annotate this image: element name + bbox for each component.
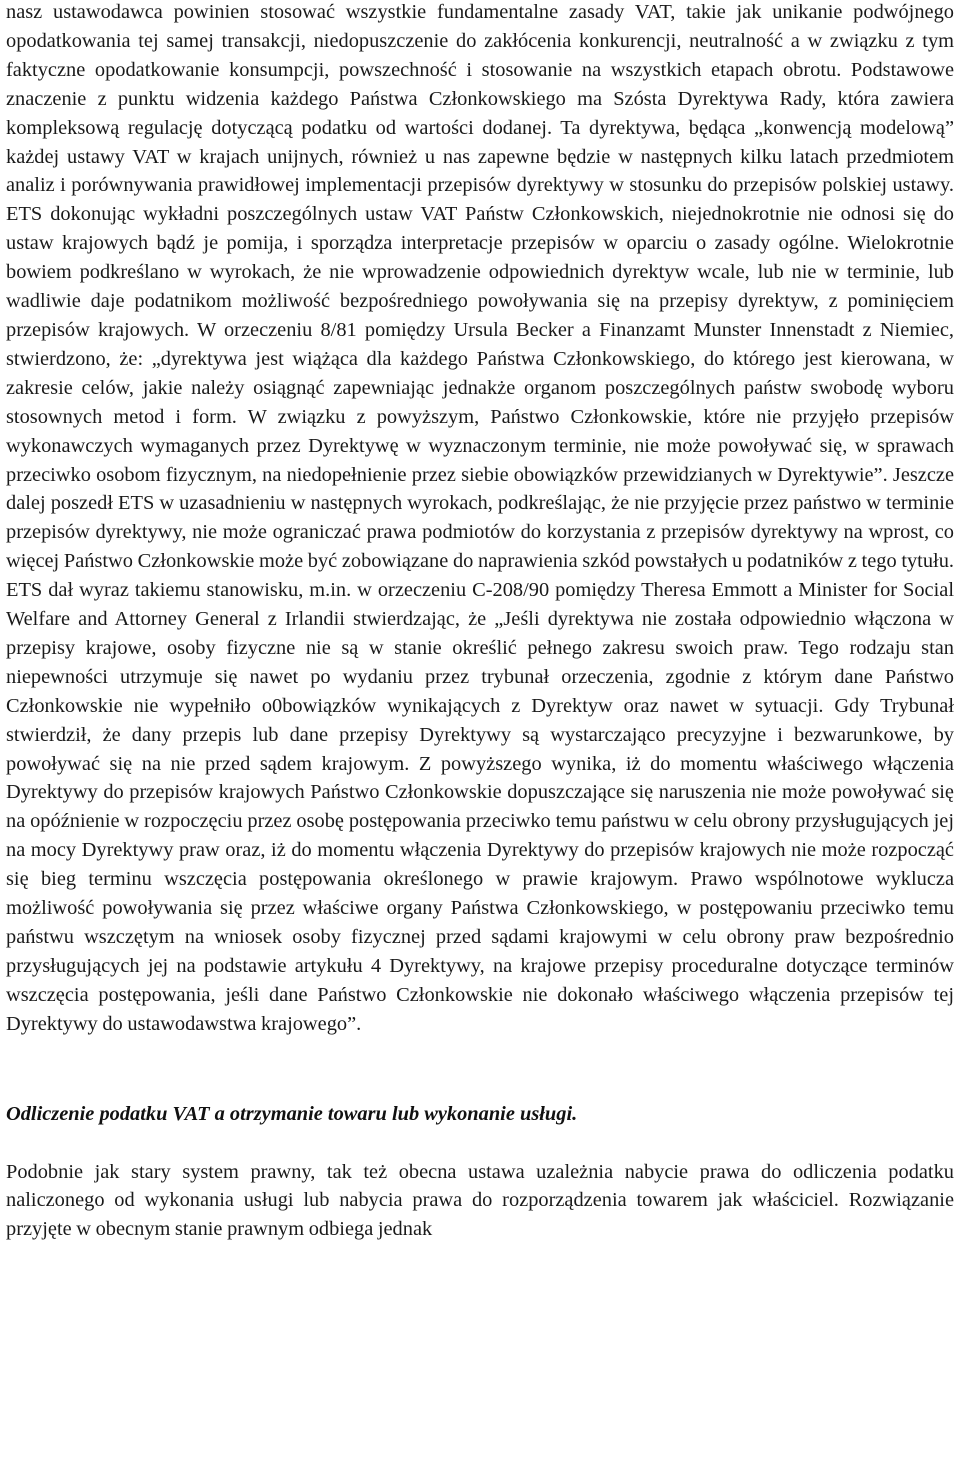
body-paragraph-continued: Podobnie jak stary system prawny, tak też obecna ustawa uzależnia nabycie prawa do odliczenia podatku naliczonego od wykonania usługi lub nabycia prawa do rozporządzenia towarem jak właściciel. Rozwiązanie przyjęte w obecnym stanie prawnym odbiega jednak xyxy=(6,1160,954,1241)
document-page xyxy=(6,0,954,1244)
body-paragraph: nasz ustawodawca powinien stosować wszystkie fundamentalne zasady VAT, takie jak unikanie podwójnego opodatkowania tej samej transakcji, niedopuszczenie do zakłócenia konkurencji, neutralność a w związku z tym faktyczne opodatkowanie konsumpcji, powszechność i stosowanie na wszystkich etapach obrotu. Podstawowe znaczenie z punktu widzenia każdego Państwa Członkowskiego ma Szósta Dyrektywa Rady, która zawiera kompleksową regulację dotyczącą podatku od wartości dodanej. Ta dyrektywa, będąca „konwencją modelową” każdej ustawy VAT w krajach unijnych, również u nas zapewne będzie w następnych kilku latach przedmiotem analiz i porównywania prawidłowej implementacji przepisów dyrektywy w stosunku do przepisów polskiej ustawy. ETS dokonując wykładni poszczególnych ustaw VAT Państw Członkowskich, niejednokrotnie nie odnosi się do ustaw krajowych bądź je pomija, i sporządza interpretacje przepisów w oparciu o zasady ogólne. Wielokrotnie bowiem podkreślano w wyrokach, że nie wprowadzenie odpowiednich dyrektyw wcale, lub nie w terminie, lub wadliwie daje podatnikom możliwość bezpośredniego powoływania się na przepisy dyrektyw, z pominięciem przepisów krajowych. W orzeczeniu 8/81 pomiędzy Ursula Becker a Finanzamt Munster Innenstadt z Niemiec, stwierdzono, że: „dyrektywa jest wiążąca dla każdego Państwa Członkowskiego, do którego jest kierowana, w zakresie celów, jakie należy osiągnąć zapewniając jednakże organom poszczególnych państw swobodę wyboru stosownych metod i form. W związku z powyższym, Państwo Członkowskie, które nie przyjęło przepisów wykonawczych wymaganych przez Dyrektywę w wyznaczonym terminie, nie może powoływać się, w sprawach przeciwko osobom fizycznym, na niedopełnienie przez siebie obowiązków przewidzianych w Dyrektywie”. Jeszcze dalej poszedł ETS w uzasadnieniu w następnych wyrokach, podkreślając, że nie przyjęcie przez państwo w terminie przepisów dyrektywy, nie może ograniczać prawa podmiotów do korzystania z przepisów dyrektywy na wprost, co więcej Państwo Członkowskie może być zobowiązane do naprawienia szkód powstałych u podatników z tego tytułu. ETS dał wyraz takiemu stanowisku, m.in. w orzeczeniu C-208/90 pomiędzy Theresa Emmott a Minister for Social Welfare and Attorney General z Irlandii stwierdzając, że „Jeśli dyrektywa nie została odpowiednio włączona w przepisy krajowe, osoby fizyczne nie są w stanie określić pełnego zakresu swoich praw. Tego rodzaju stan niepewności utrzymuje się nawet po wydaniu przez trybunał orzeczenia, zgodnie z którym dane Państwo Członkowskie nie wypełniło o0bowiązków wynikających z Dyrektyw oraz nawet w sytuacji. Gdy Trybunał stwierdził, że dany przepis lub dane przepisy Dyrektywy są wystarczająco precyzyjne i bezwarunkowe, by powoływać się na nie przed sądem krajowym. Z powyższego wynika, iż do momentu właściwego włączenia Dyrektywy do przepisów krajowych Państwo Członkowskie dopuszczające się naruszenia nie może powoływać się na opóźnienie w rozpoczęciu przez osobę postępowania przeciwko temu państwu w celu obrony przysługujących jej na mocy Dyrektywy praw oraz, iż do momentu włączenia Dyrektywy do przepisów krajowych nie może rozpocząć się bieg terminu wszczęcia postępowania określonego w prawie krajowym. Prawo wspólnotowe wyklucza możliwość powoływania się przez właściwe organy Państwa Członkowskiego, w postępowaniu przeciwko temu państwu wszczętym na wniosek osoby fizycznej przed sądami krajowymi w celu obrony praw bezpośrednio przysługujących jej na podstawie artykułu 4 Dyrektywy, na krajowe przepisy proceduralne dotyczące terminów wszczęcia postępowania, jeśli dane Państwo Członkowskie nie dokonało właściwego włączenia przepisów tej Dyrektywy do ustawodawstwa krajowego”. xyxy=(6,1,954,1035)
section-heading: Odliczenie podatku VAT a otrzymanie towaru lub wykonanie usługi. xyxy=(6,1102,578,1125)
